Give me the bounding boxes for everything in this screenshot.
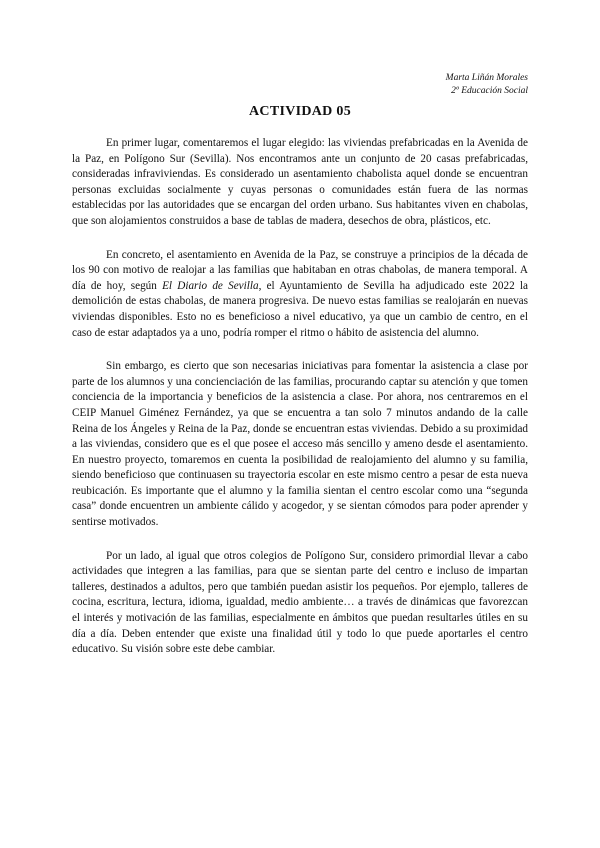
paragraph-3: Sin embargo, es cierto que son necesarias iniciativas para fomentar la asistencia a clase por parte de los alumnos y una concienciación de las familias, procurando captar su atención y que tomen conciencia de la importancia y beneficios de la asistencia a clase. Por ahora, nos centraremos en el CEIP Manuel Giménez Fernández, ya que se encuentra a tan solo 7 minutos andando de la calle Reina de los Ángeles y Reina de la Paz, donde se encuentran estas viviendas. Debido a su proximidad a las viviendas, considero que es el que posee el acceso más sencillo y ameno desde el asentamiento. En nuestro proyecto, tomaremos en cuenta la posibilidad de realojamiento del alumno y su familia, siendo beneficioso que continuasen su trayectoria escolar en este mismo centro a pesar de esta nueva reubicación. Es importante que el alumno y la familia sientan el centro escolar como una “segunda casa” donde encuentren un ambiente cálido y acogedor, y se sientan cómodos para poder aprender y sentirse motivados. — [72, 360, 528, 529]
author-name: Marta Liñán Morales — [445, 73, 528, 83]
paragraph-1: En primer lugar, comentaremos el lugar elegido: las viviendas prefabricadas en la Avenida de la Paz, en Polígono Sur (Sevilla). Nos encontramos ante un conjunto de 20 casas prefabricadas, consideradas infraviviendas. Es considerado un asentamiento chabolista aquel donde se encuentran personas excluidas socialmente y cuyas personas o comunidades están fuera de las normas establecidas por las autoridades que se encargan del orden urbano. Sus habitantes viven en chabolas, que son alojamientos construidos a base de tablas de madera, desechos de obra, plásticos, etc. — [72, 137, 528, 227]
paragraph-2-part-1: En concreto, el asentamiento en Avenida de la Paz, se construye a principios de la década de los 90 con motivo de realojar a las familias que habitaban en otras chabolas, de manera temporal. A día de hoy, según — [72, 248, 528, 292]
paragraph-2 — [72, 248, 528, 342]
course-name: 2º Educación Social — [451, 86, 528, 96]
document-title: ACTIVIDAD 05 — [249, 104, 351, 119]
newspaper-source: El Diario de Sevilla — [162, 279, 259, 292]
paragraph-2-part-2: , el Ayuntamiento de Sevilla ha adjudicado este 2022 la demolición de estas chabolas, de manera progresiva. De nuevo estas familias se realojarán en nuevas viviendas disponibles. Esto no es beneficioso a nivel educativo, ya que un cambio de centro, en el caso de estar adaptados ya a uno, podría romper el ritmo o hábito de asistencia del alumno. — [72, 279, 528, 339]
paragraph-4: Por un lado, al igual que otros colegios de Polígono Sur, considero primordial llevar a cabo actividades que integren a las familias, para que se sientan parte del centro e incluso de impartan talleres, destinados a adultos, pero que también puedan asistir los pequeños. Por ejemplo, talleres de cocina, escritura, lectura, idioma, igualdad, medio ambiente… a través de dinámicas que favorezcan el interés y motivación de las familias, especialmente en ámbitos que puedan resultarles útiles en su día a día. Deben entender que existe una finalidad útil y todo lo que puede aportarles el centro educativo. Su visión sobre este debe cambiar. — [72, 549, 528, 656]
author-block — [72, 72, 528, 98]
